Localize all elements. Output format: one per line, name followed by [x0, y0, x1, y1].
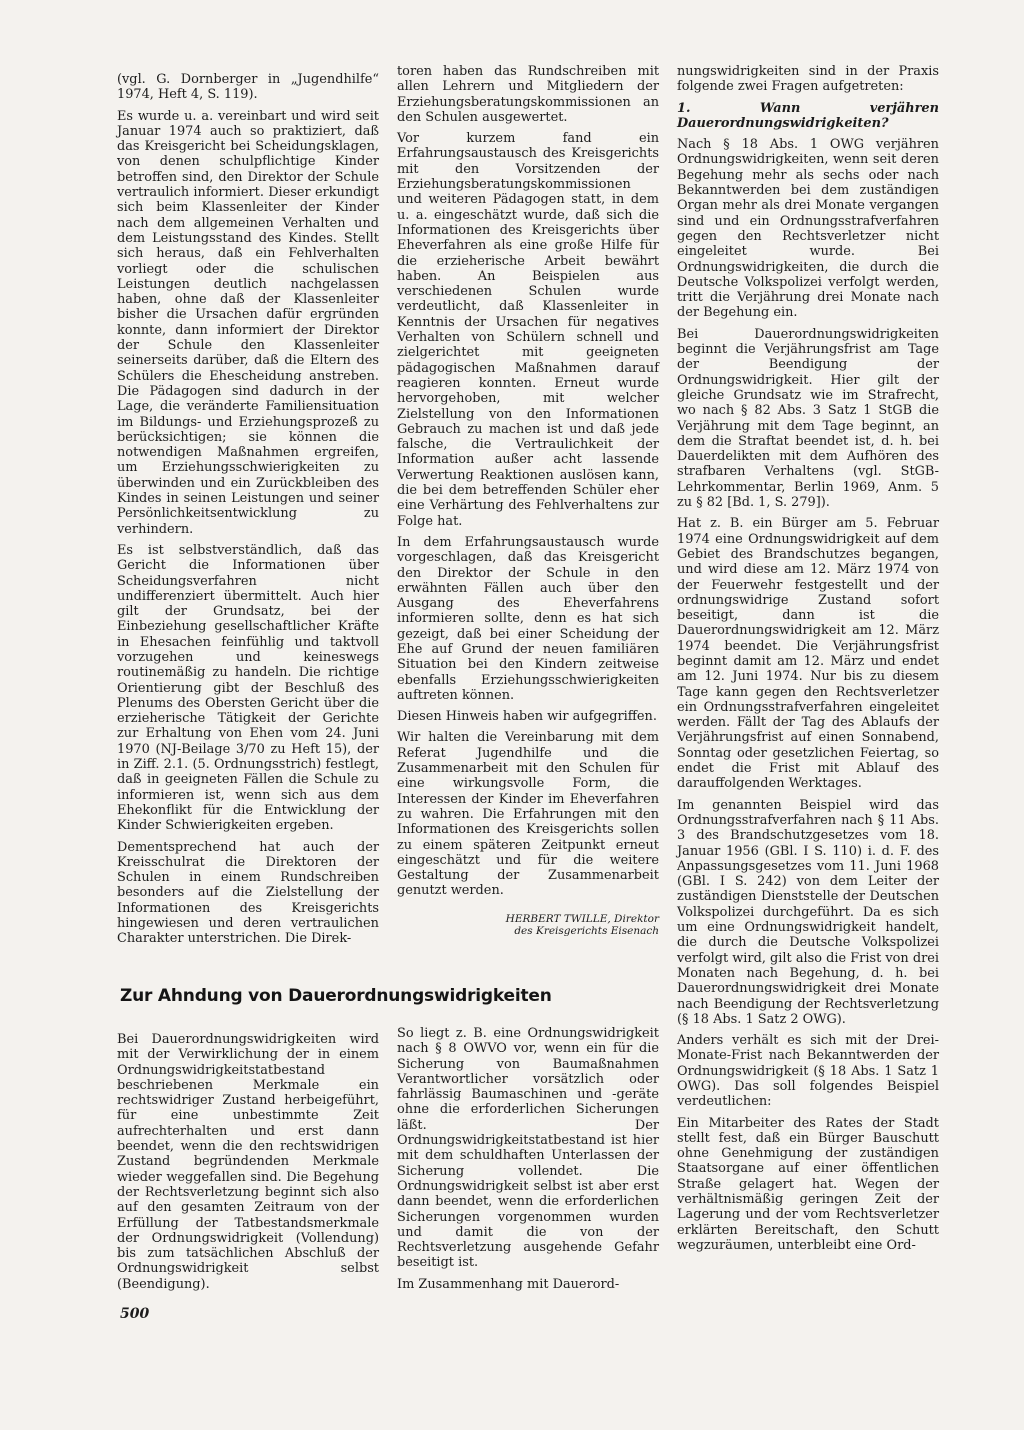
page-number: 500 [120, 1306, 150, 1322]
column-3 [677, 64, 939, 1259]
column-1 [117, 72, 379, 953]
paragraph: Es ist selbstverständlich, daß das Gericht die Informationen über Scheidungsverfahren nicht undifferenziert übermittelt. Auch hier gilt der Grundsatz, bei der Einbeziehung gesellschaftlicher Kräfte in Ehesachen feinfühlig und taktvoll vorzugehen und keineswegs routinemäßig zu handeln. Die richtige Orientierung gibt der Beschluß des Plenums des Obersten Gericht über die erzieherische Tätigkeit der Gerichte zur Erhaltung von Ehen vom 24. Juni 1970 (NJ-Beilage 3/70 zu Heft 15), der in Ziff. 2.1. (5. Ordnungsstrich) festlegt, daß in geeigneten Fällen die Schule zu informieren ist, wenn sich aus dem Ehekonflikt für die Entwicklung der Kinder Schwierigkeiten ergeben. [117, 542, 379, 834]
paragraph: Ein Mitarbeiter des Rates der Stadt stellt fest, daß ein Bürger Bauschutt ohne Genehmigung der zuständigen Staatsorgane auf einer öffentlichen Straße gelagert hat. Wegen der verhältnismäßig geringen Zeit der Lagerung und der vom Rechtsverletzer erklärten Bereitschaft, den Schutt wegzuräumen, unterbleibt eine Ord- [677, 1115, 939, 1253]
paragraph: In dem Erfahrungsaustausch wurde vorgeschlagen, daß das Kreisgericht den Direktor der Schule in den erwähnten Fällen auch über den Ausgang des Eheverfahrens informieren sollte, denn es hat sich gezeigt, daß bei einer Scheidung der Ehe auf Grund der neuen familiären Situation bei den Kindern zeitweise ebenfalls Erziehungsschwierigkeiten auftreten können. [397, 534, 659, 703]
paragraph: toren haben das Rundschreiben mit allen Lehrern und Mitgliedern der Erziehungsberatungskommissionen an den Schulen ausgewertet. [397, 64, 659, 125]
paragraph: nungswidrigkeiten sind in der Praxis folgende zwei Fragen aufgetreten: [677, 64, 939, 95]
paragraph: Vor kurzem fand ein Erfahrungsaustausch des Kreisgerichts mit den Vorsitzenden der Erziehungsberatungskommissionen und weiteren Pädagogen statt, in dem u. a. eingeschätzt wurde, daß sich die Informationen des Kreisgerichts über Eheverfahren als eine große Hilfe für die erzieherische Arbeit bewährt haben. An Beispielen aus verschiedenen Schulen wurde verdeutlicht, daß Klassenleiter in Kenntnis der Ursachen für negatives Verhalten von Schülern schnell und zielgerichtet mit geeigneten pädagogischen Maßnahmen darauf reagieren konnten. Erneut wurde hervorgehoben, mit welcher Zielstellung von den Informationen Gebrauch zu machen ist und daß jede falsche, die Vertraulichkeit der Information außer acht lassende Verwertung Reaktionen auslösen kann, die bei dem betreffenden Schüler eher eine Verhärtung des Fehlverhaltens zur Folge hat. [397, 131, 659, 529]
paragraph: Dementsprechend hat auch der Kreisschulrat die Direktoren der Schulen in einem Rundschreiben besonders auf die Zielstellung der Informationen des Kreisgerichts hingewiesen und deren vertraulichen Charakter unterstrichen. Die Direk- [117, 839, 379, 947]
section-subheading: 1. Wann verjähren Dauerordnungswidrigkeiten? [677, 100, 939, 131]
paragraph: (vgl. G. Dornberger in „Jugendhilfe“ 1974, Heft 4, S. 119). [117, 72, 379, 103]
paragraph: Im Zusammenhang mit Dauerord- [397, 1276, 620, 1292]
signature-line: HERBERT TWILLE, Direktor [505, 912, 659, 925]
paragraph: Diesen Hinweis haben wir aufgegriffen. [397, 709, 657, 725]
column-4 [117, 1032, 379, 1298]
paragraph: Es wurde u. a. vereinbart und wird seit Januar 1974 auch so praktiziert, daß das Kreisgericht bei Scheidungsklagen, von denen schulpflichtige Kinder betroffen sind, den Direktor der Schule vertraulich informiert. Dieser erkundigt sich beim Klassenleiter der Kinder nach dem allgemeinen Verhalten und dem Leistungsstand des Kindes. Stellt sich heraus, daß ein Fehlverhalten vorliegt oder die schulischen Leistungen deutlich nachgelassen haben, ohne daß der Klassenleiter bisher die Ursachen dafür ergründen konnte, dann informiert der Direktor der Schule den Klassenleiter seinerseits darüber, daß die Eltern des Schülers die Ehescheidung anstreben. Die Pädagogen sind dadurch in der Lage, die veränderte Familiensituation im Bildungs- und Erziehungsprozeß zu berücksichtigen; sie können die notwendigen Maßnahmen ergreifen, um Erziehungsschwierigkeiten zu überwinden und ein Zurückbleiben des Kindes in seinen Leistungen und seiner Persönlichkeitsentwicklung zu verhindern. [117, 108, 379, 537]
signature-line: des Kreisgerichts Eisenach [514, 925, 659, 938]
paragraph: Anders verhält es sich mit der Drei-Monate-Frist nach Bekanntwerden der Ordnungswidrigkeit (§ 18 Abs. 1 Satz 1 OWG). Das soll folgendes Beispiel verdeutlichen: [677, 1033, 939, 1110]
author-signature [397, 913, 659, 938]
paragraph: Nach § 18 Abs. 1 OWG verjähren Ordnungswidrigkeiten, wenn seit deren Begehung mehr als sechs oder nach Bekanntwerden bei dem zuständigen Organ mehr als drei Monate vergangen sind und ein Ordnungsstrafverfahren gegen den Rechtsverletzer nicht eingeleitet wurde. Bei Ordnungswidrigkeiten, die durch die Deutsche Volkspolizei verfolgt werden, tritt die Verjährung drei Monate nach der Begehung ein. [677, 137, 939, 321]
article-title: Zur Ahndung von Dauerordnungswidrigkeiten [120, 986, 552, 1006]
paragraph: Im genannten Beispiel wird das Ordnungsstrafverfahren nach § 11 Abs. 3 des Brandschutzgesetzes vom 18. Januar 1956 (GBl. I S. 110) i. d. F. des Anpassungsgesetzes vom 11. Juni 1968 (GBl. I S. 242) von dem Leiter der zuständigen Dienststelle der Deutschen Volkspolizei durchgeführt. Da es sich um eine Ordnungswidrigkeit handelt, die durch die Deutsche Volkspolizei verfolgt wird, gilt also die Frist von drei Monaten nach Begehung, d. h. bei Dauerordnungswidrigkeit drei Monate nach Beendigung der Rechtsverletzung (§ 18 Abs. 1 Satz 2 OWG). [677, 797, 939, 1027]
paragraph: Bei Dauerordnungswidrigkeiten beginnt die Verjährungsfrist am Tage der Beendigung der Ordnungswidrigkeit. Hier gilt der gleiche Grundsatz wie im Strafrecht, wo nach § 82 Abs. 3 Satz 1 StGB die Verjährung mit dem Tage beginnt, an dem die Straftat beendet ist, d. h. bei Dauerdelikten mit dem Aufhören des strafbaren Verhaltens (vgl. StGB-Lehrkommentar, Berlin 1969, Anm. 5 zu § 82 [Bd. 1, S. 279]). [677, 326, 939, 511]
paragraph: Bei Dauerordnungswidrigkeiten wird mit der Verwirklichung der in einem Ordnungswidrigkeitstatbestand beschriebenen Merkmale ein rechtswidriger Zustand herbeigeführt, für eine unbestimmte Zeit aufrechterhalten und erst dann beendet, wenn die den rechtswidrigen Zustand begründenden Merkmale wieder weggefallen sind. Die Begehung der Rechtsverletzung beginnt sich also auf den gesamten Zeitraum von der Erfüllung der Tatbestandsmerkmale der Ordnungswidrigkeit (Vollendung) bis zum tatsächlichen Abschluß der Ordnungswidrigkeit selbst (Beendigung). [117, 1032, 379, 1292]
column-5 [397, 1026, 659, 1298]
column-2 [397, 64, 659, 938]
paragraph: Wir halten die Vereinbarung mit dem Referat Jugendhilfe und die Zusammenarbeit mit den Schulen für eine wirkungsvolle Form, die Interessen der Kinder im Eheverfahren zu wahren. Die Erfahrungen mit den Informationen des Kreisgerichts sollen zu einem späteren Zeitpunkt erneut eingeschätzt und für die weitere Gestaltung der Zusammenarbeit genutzt werden. [397, 730, 659, 899]
paragraph: Hat z. B. ein Bürger am 5. Februar 1974 eine Ordnungswidrigkeit auf dem Gebiet des Brandschutzes begangen, und wird diese am 12. März 1974 von der Feuerwehr festgestellt und der ordnungswidrige Zustand sofort beseitigt, dann ist die Dauerordnungswidrigkeit am 12. März 1974 beendet. Die Verjährungsfrist beginnt damit am 12. März und endet am 12. Juni 1974. Nur bis zu diesem Tage kann gegen den Rechtsverletzer ein Ordnungsstrafverfahren eingeleitet werden. Fällt der Tag des Ablaufs der Verjährungsfrist auf einen Sonnabend, Sonntag oder gesetzlichen Feiertag, so endet die Frist mit Ablauf des darauffolgenden Werktages. [677, 516, 939, 792]
paragraph: So liegt z. B. eine Ordnungswidrigkeit nach § 8 OWVO vor, wenn ein für die Sicherung von Baumaßnahmen Verantwortlicher vorsätzlich oder fahrlässig Baumaschinen und -geräte ohne die erforderlichen Sicherungen läßt. Der Ordnungswidrigkeitstatbestand ist hier mit dem schuldhaften Unterlassen der Sicherung vollendet. Die Ordnungswidrigkeit selbst ist aber erst dann beendet, wenn die erforderlichen Sicherungen vorgenommen wurden und damit die von der Rechtsverletzung ausgehende Gefahr beseitigt ist. [397, 1026, 659, 1271]
